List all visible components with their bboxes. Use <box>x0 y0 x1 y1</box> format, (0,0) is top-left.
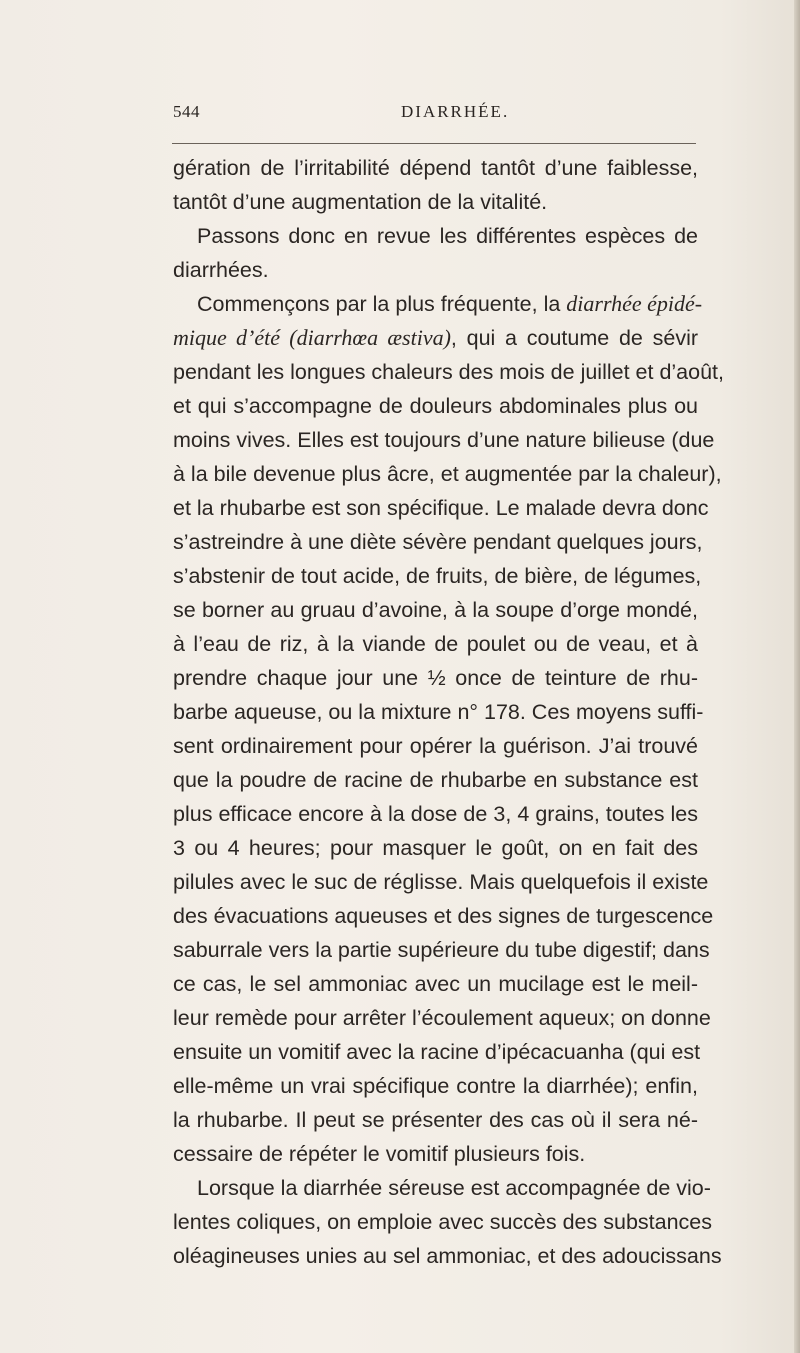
text-line <box>173 559 702 593</box>
text-segment: que la poudre de racine de rhubarbe en substance est <box>173 768 698 792</box>
text-segment: ce cas, le sel ammoniac avec un mucilage est le meil- <box>173 972 698 996</box>
page-edge <box>794 0 800 1353</box>
text-segment: se borner au gruau d’avoine, à la soupe d’orge mondé, <box>173 598 698 622</box>
text-segment: à la bile devenue plus âcre, et augmentée par la chaleur), <box>173 462 722 486</box>
header-rule <box>172 143 696 144</box>
text-line <box>173 423 715 457</box>
text-line <box>173 525 703 559</box>
text-segment: Commençons par la plus fréquente, la <box>197 292 567 316</box>
text-segment: et qui s’accompagne de douleurs abdominales plus ou <box>173 394 698 418</box>
text-segment: sent ordinairement pour opérer la guérison. J’ai trouvé <box>173 734 698 758</box>
text-segment: gération de l’irritabilité dépend tantôt d’une faiblesse, <box>173 156 698 180</box>
text-line <box>173 1103 698 1137</box>
page-header <box>173 102 693 132</box>
page-number: 544 <box>173 102 200 121</box>
text-line <box>173 355 724 389</box>
text-line <box>173 1001 711 1035</box>
text-line <box>173 661 698 695</box>
text-segment: Lorsque la diarrhée séreuse est accompagnée de vio- <box>197 1176 711 1200</box>
text-segment: ensuite un vomitif avec la racine d’ipécacuanha (qui est <box>173 1040 701 1064</box>
text-line <box>173 287 703 321</box>
text-segment: saburrale vers la partie supérieure du tube digestif; dans <box>173 938 710 962</box>
text-line <box>173 389 698 423</box>
text-segment: et la rhubarbe est son spécifique. Le malade devra donc <box>173 496 709 520</box>
text-segment: s’abstenir de tout acide, de fruits, de bière, de légumes, <box>173 564 702 588</box>
text-line <box>173 797 698 831</box>
text-segment: 3 ou 4 heures; pour masquer le goût, on en fait des <box>173 836 698 860</box>
text-segment: diarrhées. <box>173 258 269 282</box>
text-segment: plus efficace encore à la dose de 3, 4 grains, toutes les <box>173 802 698 826</box>
text-segment: des évacuations aqueuses et des signes de turgescence <box>173 904 714 928</box>
text-line <box>173 321 698 355</box>
text-segment: pilules avec le suc de réglisse. Mais quelquefois il existe <box>173 870 709 894</box>
text-line <box>173 219 698 253</box>
text-line <box>173 967 698 1001</box>
text-segment: prendre chaque jour une ½ once de teinture de rhu- <box>173 666 698 690</box>
text-line <box>173 1137 698 1171</box>
text-line <box>173 1171 711 1205</box>
text-segment: tantôt d’une augmentation de la vitalité. <box>173 190 548 214</box>
text-segment: s’astreindre à une diète sévère pendant quelques jours, <box>173 530 703 554</box>
text-segment: oléagineuses unies au sel ammoniac, et des adoucissans <box>173 1244 722 1268</box>
text-line <box>173 491 709 525</box>
text-line <box>173 865 709 899</box>
text-line <box>173 899 714 933</box>
text-segment: lentes coliques, on emploie avec succès des substances <box>173 1210 713 1234</box>
text-line <box>173 253 698 287</box>
text-segment: elle-même un vrai spécifique contre la diarrhée); enfin, <box>173 1074 698 1098</box>
text-line <box>173 933 710 967</box>
text-segment: à l’eau de riz, à la viande de poulet ou de veau, et à <box>173 632 698 656</box>
text-segment: moins vives. Elles est toujours d’une nature bilieuse (due <box>173 428 715 452</box>
text-segment: cessaire de répéter le vomitif plusieurs fois. <box>173 1142 586 1166</box>
text-segment: Passons donc en revue les différentes espèces de <box>197 224 698 248</box>
text-line <box>173 151 698 185</box>
text-line <box>173 1035 701 1069</box>
body-text <box>173 151 724 1273</box>
text-segment: barbe aqueuse, ou la mixture n° 178. Ces moyens suffi- <box>173 700 704 724</box>
text-line <box>173 593 698 627</box>
text-segment: , qui a coutume de sévir <box>450 326 698 350</box>
italic-text: diarrhée épidé- <box>566 291 703 316</box>
text-line <box>173 185 698 219</box>
text-segment: pendant les longues chaleurs des mois de juillet et d’août, <box>173 360 724 384</box>
running-head: DIARRHÉE. <box>401 102 510 121</box>
text-segment: la rhubarbe. Il peut se présenter des cas où il sera né- <box>173 1108 698 1132</box>
text-line <box>173 1239 722 1273</box>
text-line <box>173 627 698 661</box>
text-line <box>173 695 704 729</box>
text-line <box>173 1069 698 1103</box>
text-line <box>173 1205 713 1239</box>
text-segment: leur remède pour arrêter l’écoulement aqueux; on donne <box>173 1006 711 1030</box>
text-line <box>173 831 698 865</box>
text-line <box>173 457 722 491</box>
italic-text: mique d’été (diarrhœa æstiva) <box>173 325 451 350</box>
text-line <box>173 763 698 797</box>
text-line <box>173 729 698 763</box>
